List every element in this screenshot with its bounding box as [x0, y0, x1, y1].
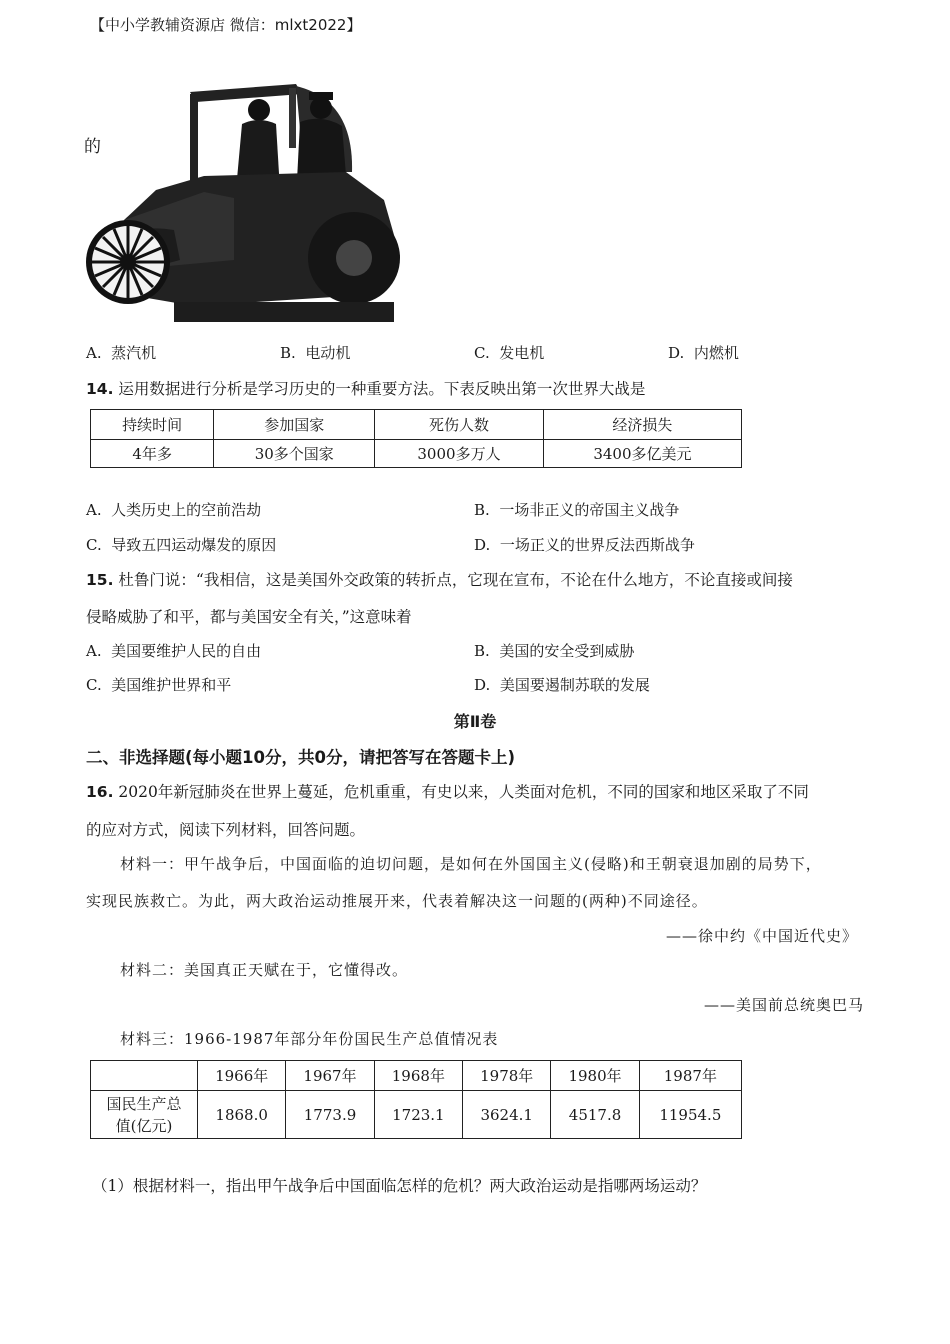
- table-corner-cell: [91, 1061, 198, 1091]
- q15-stem-line1: 15. 杜鲁门说：“我相信，这是美国外交政策的转折点，它现在宣布，不论在什么地方，不论直接或间接: [86, 571, 793, 589]
- row-header-cell: [91, 1091, 198, 1139]
- q15-option-d: D. 美国要遏制苏联的发展: [474, 676, 650, 694]
- q14-option-d: D. 一场正义的世界反法西斯战争: [474, 536, 695, 554]
- q13-option-b: B. 电动机: [280, 344, 351, 362]
- year-cell: 1978年: [463, 1061, 551, 1091]
- q13-option-a: A. 蒸汽机: [86, 344, 157, 362]
- year-cell: 1967年: [286, 1061, 374, 1091]
- material1-source: ——徐中约《中国近代史》: [665, 927, 858, 945]
- q15-stem-line2: 侵略威胁了和平，都与美国安全有关，”这意味着: [86, 608, 412, 626]
- q14-stem: 14. 运用数据进行分析是学习历史的一种重要方法。下表反映出第一次世界大战是: [86, 380, 646, 398]
- q15-option-c: C. 美国维护世界和平: [86, 676, 232, 694]
- q14-option-a: A. 人类历史上的空前浩劫: [86, 501, 262, 519]
- gnp-value-cell: 3624.1: [463, 1091, 551, 1139]
- year-cell: 1980年: [551, 1061, 639, 1091]
- table-cell: 3000多万人: [375, 440, 544, 468]
- table-cell: 30多个国家: [214, 440, 375, 468]
- q13-option-d: D. 内燃机: [668, 344, 739, 362]
- row-header-line1: 国民生产总: [106, 1094, 182, 1113]
- gnp-table: [90, 1060, 742, 1139]
- part-title: 二、非选择题(每小题10分，共0分，请把答写在答题卡上): [86, 748, 516, 767]
- table-cell: 4年多: [91, 440, 214, 468]
- section-title: 第Ⅱ卷: [453, 712, 497, 731]
- table-header-cell: 参加国家: [214, 410, 375, 440]
- antique-car-image: [84, 80, 404, 325]
- gnp-value-cell: 11954.5: [639, 1091, 741, 1139]
- q16-stem-line1: 16. 2020年新冠肺炎在世界上蔓延，危机重重，有史以来，人类面对危机，不同的国家和地区采取了不同: [86, 783, 809, 801]
- material1-line1: 材料一：甲午战争后，中国面临的迫切问题，是如何在外国国主义(侵略)和王朝衰退加剧的局势下，: [120, 855, 822, 873]
- ww1-data-table: [90, 409, 742, 468]
- page-header: 【中小学教辅资源店 微信：mlxt2022】: [90, 16, 362, 34]
- material2: 材料二：美国真正天赋在于，它懂得改。: [120, 961, 409, 979]
- year-cell: 1987年: [639, 1061, 741, 1091]
- material1-line2: 实现民族救亡。为此，两大政治运动推展开来，代表着解决这一问题的(两种)不同途径。: [86, 892, 708, 910]
- year-cell: 1968年: [374, 1061, 462, 1091]
- year-cell: 1966年: [198, 1061, 286, 1091]
- table-header-cell: 死伤人数: [375, 410, 544, 440]
- row-header-line2: 值(亿元): [115, 1116, 173, 1135]
- material2-source: ——美国前总统奥巴马: [703, 996, 864, 1014]
- table-header-cell: 经济损失: [543, 410, 741, 440]
- table-cell: 3400多亿美元: [543, 440, 741, 468]
- gnp-value-cell: 1723.1: [374, 1091, 462, 1139]
- q14-option-b: B. 一场非正义的帝国主义战争: [474, 501, 680, 519]
- q15-option-b: B. 美国的安全受到威胁: [474, 642, 635, 660]
- q16-subquestion-1: （1）根据材料一，指出甲午战争后中国面临怎样的危机？两大政治运动是指哪两场运动？: [92, 1177, 707, 1195]
- q15-option-a: A. 美国要维护人民的自由: [86, 642, 262, 660]
- material3-caption: 材料三：1966-1987年部分年份国民生产总值情况表: [120, 1030, 499, 1048]
- table-header-cell: 持续时间: [91, 410, 214, 440]
- gnp-value-cell: 1773.9: [286, 1091, 374, 1139]
- gnp-value-cell: 4517.8: [551, 1091, 639, 1139]
- q16-stem-line2: 的应对方式，阅读下列材料，回答问题。: [86, 821, 366, 839]
- q14-option-c: C. 导致五四运动爆发的原因: [86, 536, 277, 554]
- gnp-value-cell: 1868.0: [198, 1091, 286, 1139]
- image-side-char: 的: [84, 137, 101, 157]
- q13-option-c: C. 发电机: [474, 344, 545, 362]
